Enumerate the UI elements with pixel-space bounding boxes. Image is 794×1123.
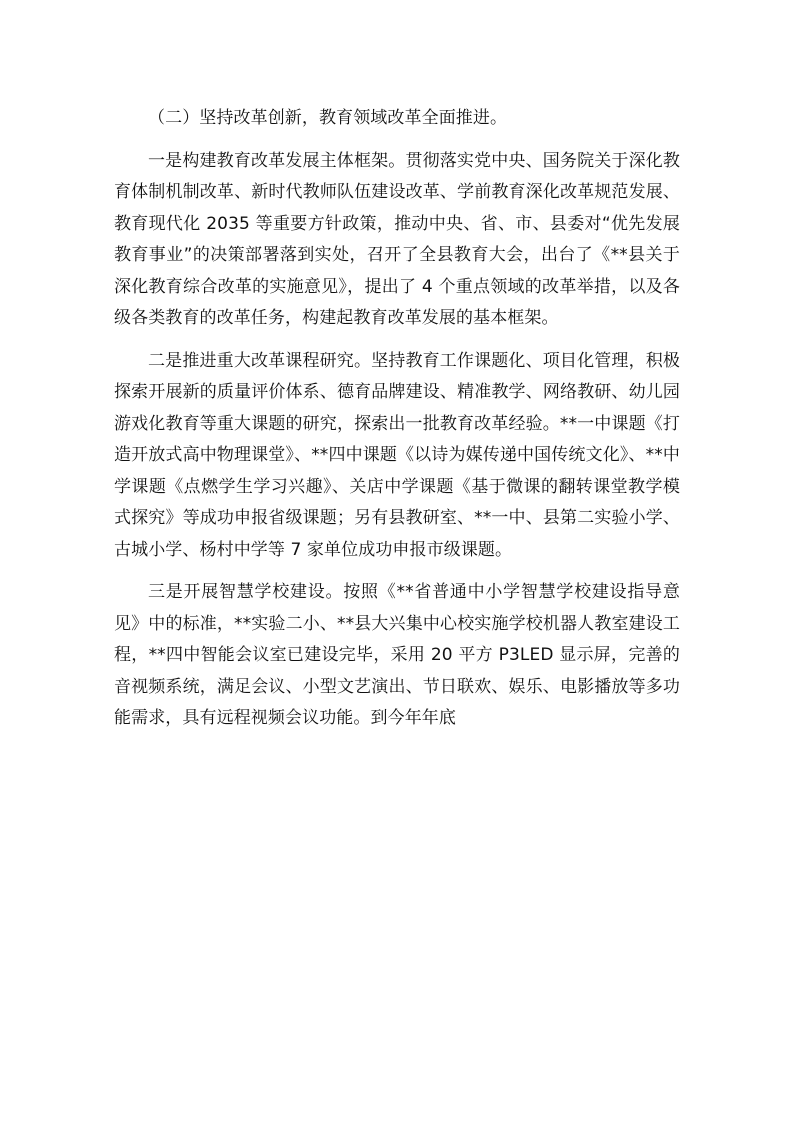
paragraph-research: 二是推进重大改革课程研究。坚持教育工作课题化、项目化管理，积极探索开展新的质量评价体系、德育品牌建设、精准教学、网络教研、幼儿园游戏化教育等重大课题的研究，探索出一批教育改革经验。**一中课题《打造开放式高中物理课堂》、**四中课题《以诗为媒传递中国传统文化》、**中学课题《点燃学生学习兴趣》、关店中学课题《基于微课的翻转课堂教学模式探究》等成功申报省级课题；另有县教研室、**一中、县第二实验小学、古城小学、杨村中学等 7 家单位成功申报市级课题。 (114, 350, 680, 560)
section-heading: （二）坚持改革创新，教育领域改革全面推进。 (148, 108, 508, 128)
paragraph-framework: 一是构建教育改革发展主体框架。贯彻落实党中央、国务院关于深化教育体制机制改革、新时代教师队伍建设改革、学前教育深化改革规范发展、教育现代化 2035 等重要方针政策，推动中央、省、市、县委对“优先发展教育事业”的决策部署落到实处，召开了全县教育大会，出台了《**县关于深化教育综合改革的实施意见》，提出了 4 个重点领域的改革举措，以及各级各类教育的改革任务，构建起教育改革发展的基本框架。 (114, 150, 680, 328)
document-body (114, 103, 680, 735)
paragraph-smart-school: 三是开展智慧学校建设。按照《**省普通中小学智慧学校建设指导意见》中的标准，**实验二小、**县大兴集中心校实施学校机器人教室建设工程，**四中智能会议室已建设完毕，采用 20 平方 P3LED 显示屏，完善的音视频系统，满足会议、小型文艺演出、节日联欢、娱乐、电影播放等多功能需求，具有远程视频会议功能。到今年年底 (114, 582, 680, 728)
